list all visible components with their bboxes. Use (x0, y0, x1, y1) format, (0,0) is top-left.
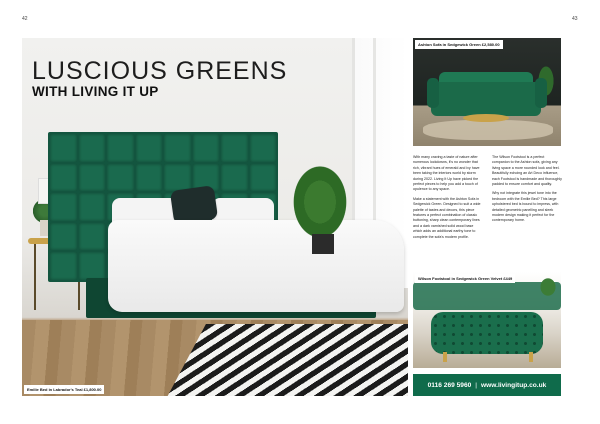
separator: | (475, 381, 477, 389)
contact-bar (413, 374, 561, 396)
hero-caption: Emilie Bed in Labrador's Teal £1,800.00 (24, 385, 104, 394)
headline-subtitle: WITH LIVING IT UP (32, 84, 159, 99)
page-number-right: 43 (572, 16, 578, 22)
footstool (431, 312, 543, 354)
cushion (170, 185, 218, 225)
website-link[interactable]: www.livingitup.co.uk (481, 381, 547, 389)
coffee-table (463, 114, 509, 122)
sofa-caption: Ashton Sofa in Sedgewick Green £2,580.00 (415, 40, 503, 49)
paragraph: The Wilson Footstool is a perfect companion to the Ashton sofa, giving any living space a more rounded look and feel. Beautifully echoing an Art Deco influence, each Footstool is handmade and thoroughly padded to ensure comfort and quality. (492, 155, 562, 187)
article-column-2 (492, 155, 562, 228)
footstool-caption: Wilson Footstool in Sedgewick Green Velvet £449 (415, 274, 515, 283)
hero-photo (22, 38, 408, 396)
palm-pot (312, 234, 334, 254)
headline (32, 58, 287, 100)
sofa-seat (431, 82, 541, 116)
page-number-left: 42 (22, 16, 28, 22)
footstool-leg (443, 352, 447, 362)
sofa-arm (427, 78, 439, 108)
phone-number[interactable]: 0116 269 5960 (427, 381, 472, 389)
paragraph: Why not integrate this jewel tone into the bedroom with the Emilie Bed? This large upholstered bed is bound to impress, with detailed geometric panelling and sleek modern design making it perfect for the contemporary home. (492, 191, 559, 223)
footstool-photo (413, 272, 561, 368)
sofa-photo (413, 38, 561, 146)
paragraph: With many craving a taste of nature after numerous lockdowns, it's no wonder that rich, vibrant hues of emerald and ivy have been taking the interiors world by storm during 2022. Living It Up have picked the perfect pieces to help you add a touch of opulence to any space. (413, 155, 480, 192)
headline-title: LUSCIOUS GREENS (32, 57, 288, 85)
rug (423, 120, 553, 140)
article-column-1 (413, 155, 483, 244)
side-table-leg (34, 244, 36, 310)
palm-plant (280, 148, 360, 238)
footstool-leg (529, 352, 533, 362)
sofa-arm (535, 78, 547, 108)
plant (535, 272, 561, 302)
paragraph: Make a statement with the Ashton Sofa in Sedgewick Green. Designed to suit a wide palette of tastes and decors, this piece features a perfect combination of classic buttoning, sharp clean contemporary lines and a dark varnished solid wood base which adds an additional earthy tone to complete the sofa's modern profile. (413, 196, 481, 239)
